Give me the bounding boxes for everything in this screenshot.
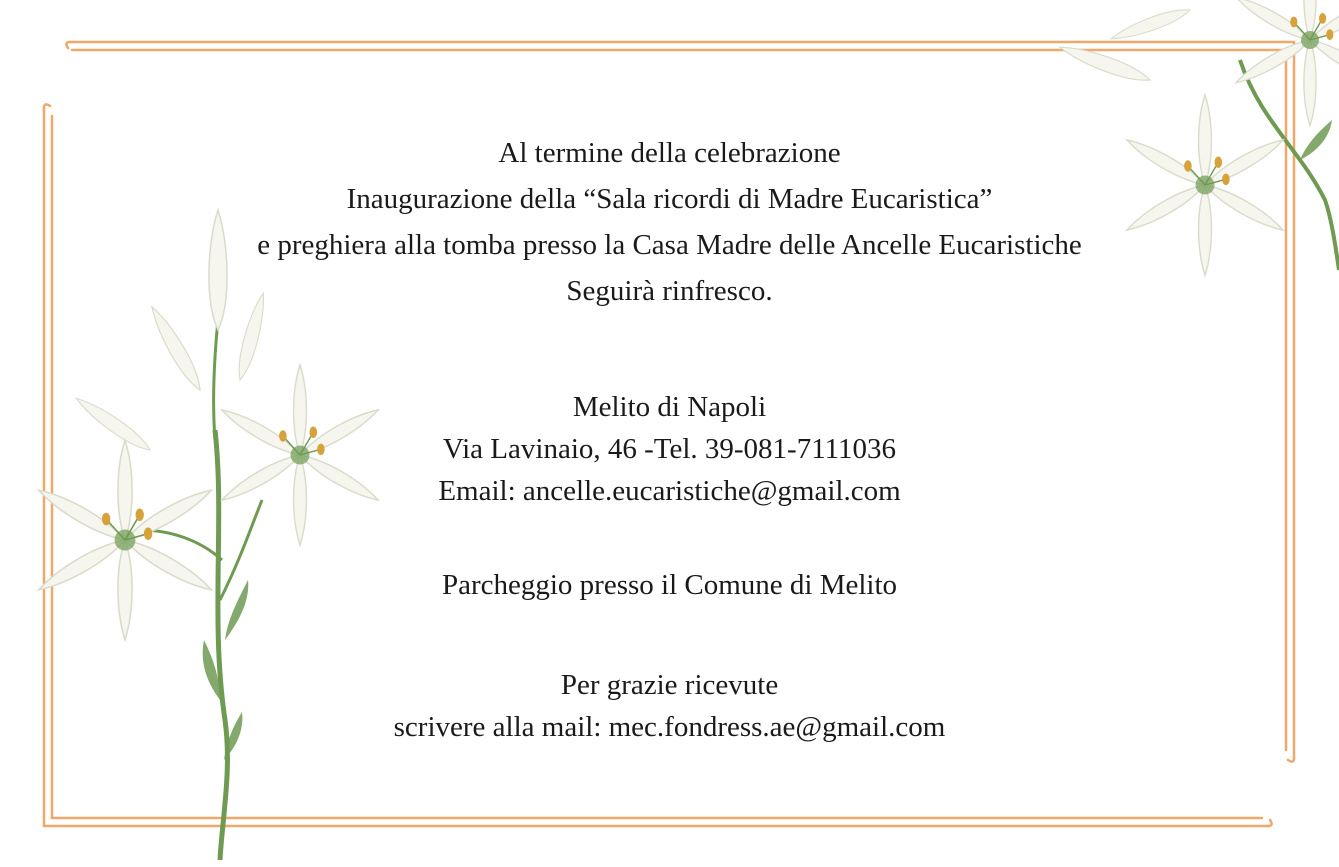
celebration-section [0, 130, 1339, 314]
address-section [0, 386, 1339, 512]
grazie-email-line: scrivere alla mail: mec.fondress.ae@gmail.com [393, 711, 946, 743]
prayer-line: e preghiera alla tomba presso la Casa Madre delle Ancelle Eucaristiche [257, 229, 1082, 261]
celebration-line: Al termine della celebrazione [498, 137, 841, 169]
street-phone-line: Via Lavinaio, 46 -Tel. 39-081-7111036 [442, 433, 897, 465]
grazie-line: Per grazie ricevute [560, 669, 779, 701]
email-line: Email: ancelle.eucaristiche@gmail.com [438, 475, 901, 507]
refreshment-line: Seguirà rinfresco. [566, 275, 773, 307]
inauguration-line: Inaugurazione della “Sala ricordi di Madre Eucaristica” [346, 183, 993, 215]
parking-section [0, 562, 1339, 608]
city-line: Melito di Napoli [572, 391, 767, 423]
parking-line: Parcheggio presso il Comune di Melito [441, 569, 898, 601]
grazie-section [0, 664, 1339, 748]
